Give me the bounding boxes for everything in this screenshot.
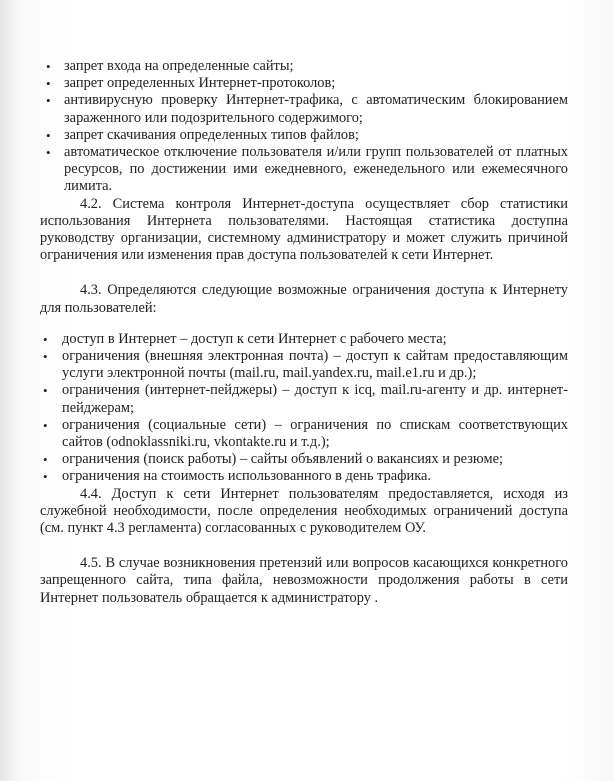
list-item: • ограничения (внешняя электронная почта) – доступ к сайтам предоставляющим услуги электронной почты (mail.ru, mail.yandex.ru, mail.e1.ru и др.);: [40, 348, 568, 382]
list-item: • запрет определенных Интернет-протоколов;: [40, 75, 568, 92]
list-item: • ограничения (социальные сети) – ограничения по спискам соответствующих сайтов (odnoklassniki.ru, vkontakte.ru и т.д.);: [40, 417, 568, 451]
document-body: [40, 58, 568, 607]
list-item: • доступ в Интернет – доступ к сети Интернет с рабочего места;: [40, 331, 568, 348]
list-item: • ограничения (поиск работы) – сайты объявлений о вакансиях и резюме;: [40, 451, 568, 468]
list-item: • запрет входа на определенные сайты;: [40, 58, 568, 75]
paragraph-4-4: 4.4. Доступ к сети Интернет пользователям предоставляется, исходя из служебной необходимости, после определения необходимых ограничений доступа (см. пункт 4.3 регламента) согласованных с руководителем ОУ.: [40, 485, 568, 537]
paragraph-4-5: 4.5. В случае возникновения претензий или вопросов касающихся конкретного запрещенного сайта, типа файла, невозможности продолжения работы в сети Интернет пользователь обращается к администратору .: [40, 555, 568, 606]
list-item: • ограничения на стоимость использованного в день трафика.: [40, 468, 568, 485]
list-item: • автоматическое отключение пользователя и/или групп пользователей от платных ресурсов, по достижении ими ежедневного, еженедельного или ежемесячного лимита.: [40, 144, 568, 196]
page-edge-shadow: [0, 0, 18, 781]
restriction-mechanisms-list: [40, 58, 568, 196]
list-item: • антивирусную проверку Интернет-трафика, с автоматическим блокированием зараженного или подозрительного содержимого;: [40, 92, 568, 126]
list-item: • ограничения (интернет-пейджеры) – доступ к icq, mail.ru-агенту и др. интернет-пейджерам;: [40, 382, 568, 416]
paragraph-4-2: 4.2. Система контроля Интернет-доступа осуществляет сбор статистики использования Интернета пользователями. Настоящая статистика доступна руководству организации, системному администратору и может служить причиной ограничения или изменения прав доступа пользователей к сети Интернет.: [40, 195, 568, 264]
list-item: • запрет скачивания определенных типов файлов;: [40, 127, 568, 144]
access-restrictions-list: [40, 331, 568, 486]
paragraph-4-3: 4.3. Определяются следующие возможные ограничения доступа к Интернету для пользователей:: [40, 282, 568, 316]
